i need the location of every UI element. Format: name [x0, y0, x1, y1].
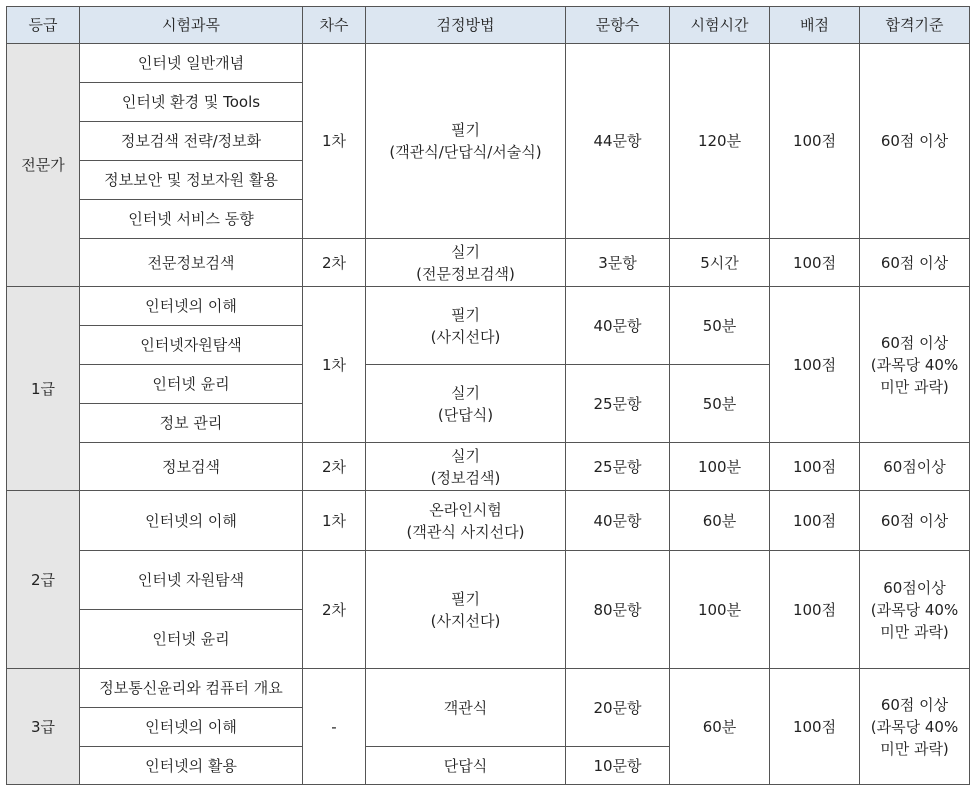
items-cell: 25문항	[566, 365, 670, 443]
method-line: 실기	[451, 383, 480, 402]
items-cell: 20문항	[566, 669, 670, 747]
pass-line: (과목당 40%	[870, 600, 959, 619]
score-cell: 100점	[770, 669, 860, 785]
table-row	[7, 443, 970, 491]
method-line: 실기	[451, 446, 480, 465]
table-row	[7, 491, 970, 551]
header-grade: 등급	[7, 7, 80, 44]
pass-line: (과목당 40%	[870, 717, 959, 736]
header-method: 검정방법	[366, 7, 566, 44]
method-line: (사지선다)	[430, 611, 501, 630]
score-cell: 100점	[770, 551, 860, 669]
score-cell: 100점	[770, 491, 860, 551]
pass-line: 미만 과락)	[880, 622, 949, 641]
subject-cell: 인터넷자원탐색	[80, 326, 303, 365]
method-line: 필기	[451, 589, 480, 608]
method-cell: 객관식	[366, 669, 566, 747]
pass-line: 60점 이상	[880, 333, 949, 352]
time-cell: 50분	[670, 365, 770, 443]
method-cell	[366, 443, 566, 491]
table-row	[7, 44, 970, 83]
subject-cell: 인터넷 일반개념	[80, 44, 303, 83]
pass-cell	[860, 669, 970, 785]
subject-cell: 인터넷 윤리	[80, 610, 303, 669]
pass-line: 60점이상	[883, 578, 946, 597]
header-subject: 시험과목	[80, 7, 303, 44]
method-cell: 단답식	[366, 747, 566, 785]
header-items: 문항수	[566, 7, 670, 44]
time-cell: 100분	[670, 443, 770, 491]
score-cell: 100점	[770, 287, 860, 443]
pass-cell: 60점 이상	[860, 44, 970, 239]
grade-level1: 1급	[7, 287, 80, 491]
round-cell: 1차	[303, 44, 366, 239]
grade-level3: 3급	[7, 669, 80, 785]
method-cell	[366, 365, 566, 443]
method-line: (사지선다)	[430, 327, 501, 346]
items-cell: 40문항	[566, 287, 670, 365]
items-cell: 80문항	[566, 551, 670, 669]
score-cell: 100점	[770, 44, 860, 239]
round-cell: 2차	[303, 443, 366, 491]
subject-cell: 인터넷 윤리	[80, 365, 303, 404]
subject-cell: 정보검색 전략/정보화	[80, 122, 303, 161]
items-cell: 10문항	[566, 747, 670, 785]
method-line: (객관식 사지선다)	[406, 522, 525, 541]
time-cell: 5시간	[670, 239, 770, 287]
pass-cell: 60점이상	[860, 443, 970, 491]
pass-line: 미만 과락)	[880, 739, 949, 758]
subject-cell: 정보보안 및 정보자원 활용	[80, 161, 303, 200]
method-line: 필기	[451, 305, 480, 324]
header-pass: 합격기준	[860, 7, 970, 44]
grade-expert: 전문가	[7, 44, 80, 287]
method-line: (전문정보검색)	[416, 264, 515, 283]
score-cell: 100점	[770, 443, 860, 491]
method-cell	[366, 239, 566, 287]
subject-cell: 전문정보검색	[80, 239, 303, 287]
round-cell: 2차	[303, 551, 366, 669]
table-row	[7, 239, 970, 287]
round-cell: 1차	[303, 491, 366, 551]
method-cell	[366, 44, 566, 239]
subject-cell: 정보통신윤리와 컴퓨터 개요	[80, 669, 303, 708]
pass-cell	[860, 287, 970, 443]
header-time: 시험시간	[670, 7, 770, 44]
subject-cell: 인터넷의 이해	[80, 708, 303, 747]
header-row	[7, 7, 970, 44]
time-cell: 100분	[670, 551, 770, 669]
method-cell	[366, 491, 566, 551]
pass-line: 60점 이상	[880, 695, 949, 714]
time-cell: 120분	[670, 44, 770, 239]
items-cell: 44문항	[566, 44, 670, 239]
table-row	[7, 669, 970, 708]
round-cell: 2차	[303, 239, 366, 287]
table-row	[7, 551, 970, 610]
subject-cell: 인터넷의 활용	[80, 747, 303, 785]
round-cell: 1차	[303, 287, 366, 443]
method-line: 실기	[451, 242, 480, 261]
subject-cell: 정보 관리	[80, 404, 303, 443]
exam-info-table	[6, 6, 970, 785]
subject-cell: 인터넷 서비스 동향	[80, 200, 303, 239]
pass-cell: 60점 이상	[860, 239, 970, 287]
pass-line: 미만 과락)	[880, 377, 949, 396]
subject-cell: 인터넷의 이해	[80, 491, 303, 551]
method-line: 필기	[451, 121, 480, 139]
header-score: 배점	[770, 7, 860, 44]
score-cell: 100점	[770, 239, 860, 287]
method-line: (객관식/단답식/서술식)	[389, 143, 542, 161]
grade-level2: 2급	[7, 491, 80, 669]
pass-cell: 60점 이상	[860, 491, 970, 551]
subject-cell: 인터넷 자원탐색	[80, 551, 303, 610]
items-cell: 3문항	[566, 239, 670, 287]
method-line: (정보검색)	[430, 468, 501, 487]
method-cell	[366, 551, 566, 669]
pass-line: (과목당 40%	[870, 355, 959, 374]
method-line: (단답식)	[437, 405, 494, 424]
method-cell	[366, 287, 566, 365]
header-round: 차수	[303, 7, 366, 44]
time-cell: 60분	[670, 491, 770, 551]
subject-cell: 인터넷의 이해	[80, 287, 303, 326]
time-cell: 60분	[670, 669, 770, 785]
round-cell: -	[303, 669, 366, 785]
table-row	[7, 287, 970, 326]
subject-cell: 정보검색	[80, 443, 303, 491]
time-cell: 50분	[670, 287, 770, 365]
items-cell: 25문항	[566, 443, 670, 491]
subject-cell: 인터넷 환경 및 Tools	[80, 83, 303, 122]
pass-cell	[860, 551, 970, 669]
items-cell: 40문항	[566, 491, 670, 551]
method-line: 온라인시험	[429, 500, 502, 519]
